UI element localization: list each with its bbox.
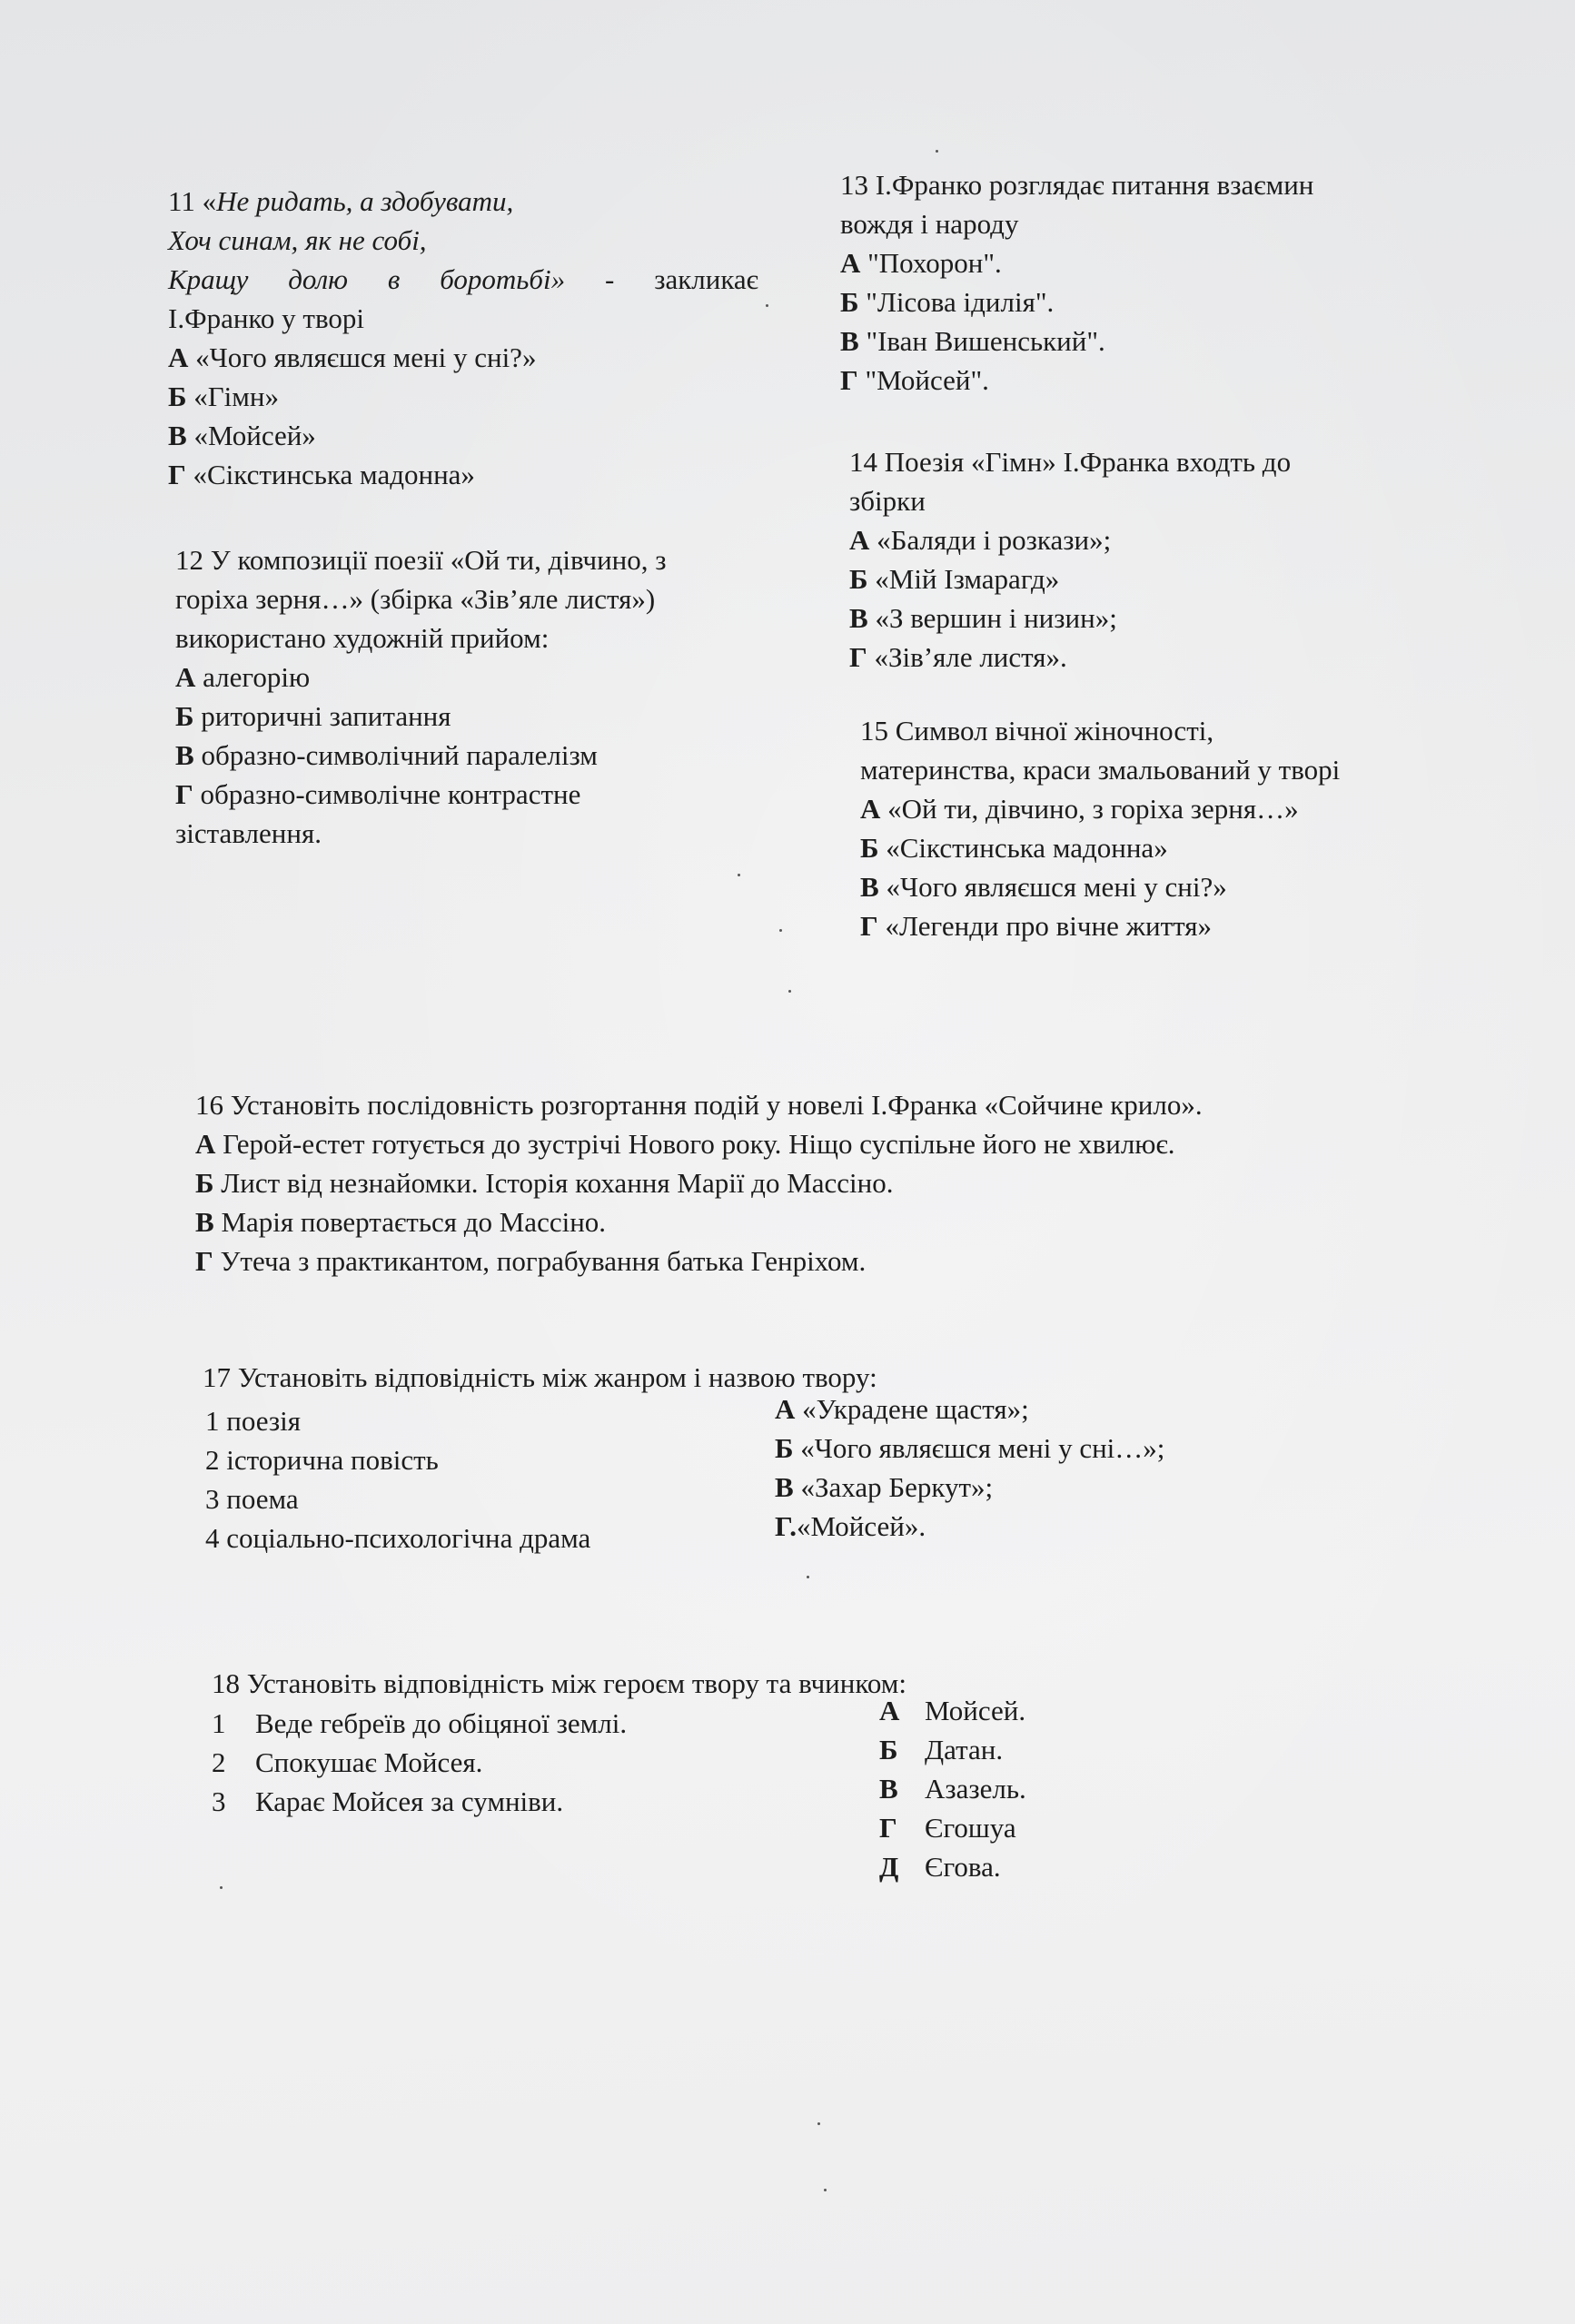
q15-option-c bbox=[860, 867, 1514, 906]
text-fragment: «Чого являєшся мені у сні?» bbox=[886, 871, 1227, 903]
text-fragment: - bbox=[605, 263, 615, 295]
scan-speck bbox=[817, 2122, 820, 2125]
q14-option-c bbox=[849, 598, 1485, 638]
scan-speck bbox=[788, 990, 791, 993]
q18-right-c bbox=[879, 1769, 1243, 1808]
q11-option-c bbox=[168, 416, 758, 455]
text-fragment: Г bbox=[195, 1245, 213, 1277]
q11-option-d bbox=[168, 455, 758, 494]
text-fragment: "Похорон". bbox=[867, 247, 1002, 279]
text-fragment: В bbox=[860, 871, 879, 903]
text-fragment: «Чого являєшся мені у сні?» bbox=[195, 341, 537, 373]
q15-option-a bbox=[860, 789, 1514, 828]
scan-speck bbox=[807, 1576, 809, 1578]
q17-right-d bbox=[775, 1507, 1365, 1546]
text-fragment: Г bbox=[879, 1812, 897, 1844]
q11-line-3 bbox=[168, 260, 758, 299]
text-fragment: Г bbox=[840, 364, 858, 396]
text-fragment: Герой-естет готується до зустрічі Нового року. Ніщо суспільне його не хвилює. bbox=[223, 1128, 1175, 1160]
text-fragment: Б bbox=[775, 1432, 794, 1464]
q14-line-2: збірки bbox=[849, 485, 926, 517]
text-fragment: "Мойсей". bbox=[865, 364, 989, 396]
text-fragment: Веде гебреїв до обіцяної землі. bbox=[255, 1707, 628, 1739]
text-fragment: «З вершин і низин»; bbox=[875, 602, 1117, 634]
text-fragment: Г. bbox=[775, 1510, 797, 1542]
text-fragment: А bbox=[175, 661, 196, 693]
text-fragment: Б bbox=[849, 563, 868, 595]
question-13 bbox=[840, 165, 1476, 400]
q14-option-a bbox=[849, 520, 1485, 559]
text-fragment: А bbox=[879, 1695, 900, 1726]
text-fragment: Г bbox=[168, 459, 186, 490]
q11-option-a bbox=[168, 338, 758, 377]
text-fragment: образно-символічне контрастне bbox=[200, 778, 581, 810]
text-fragment: Д bbox=[879, 1851, 899, 1883]
q15-option-d bbox=[860, 906, 1514, 945]
question-17-works bbox=[775, 1389, 1365, 1546]
text-fragment: «Мойсей» bbox=[193, 420, 316, 451]
q14-option-d bbox=[849, 638, 1485, 677]
q14-option-b bbox=[849, 559, 1485, 598]
q13-line-2: вождя і народу bbox=[840, 208, 1019, 240]
text-fragment: Г bbox=[860, 910, 878, 942]
q16-option-c bbox=[195, 1202, 1467, 1241]
q13-option-b bbox=[840, 282, 1476, 321]
text-fragment: Датан. bbox=[925, 1734, 1004, 1765]
q18-right-b bbox=[879, 1730, 1243, 1769]
q17-right-b bbox=[775, 1429, 1365, 1468]
text-fragment: «Захар Беркут»; bbox=[800, 1471, 994, 1503]
text-fragment: 1 bbox=[212, 1707, 226, 1739]
text-fragment: В bbox=[168, 420, 187, 451]
text-fragment: Б bbox=[175, 700, 194, 732]
text-fragment: А bbox=[849, 524, 870, 556]
q17-right-a bbox=[775, 1389, 1365, 1429]
q17-left-1: 1 поезія bbox=[205, 1405, 301, 1437]
text-fragment: риторичні запитання bbox=[201, 700, 451, 732]
q17-right-c bbox=[775, 1468, 1365, 1507]
q15-option-b bbox=[860, 828, 1514, 867]
text-fragment: «Гімн» bbox=[193, 381, 279, 412]
scan-speck bbox=[779, 929, 782, 932]
q18-right-d bbox=[879, 1808, 1243, 1847]
text-fragment: Карає Мойсея за сумніви. bbox=[255, 1785, 564, 1817]
q12-option-a bbox=[175, 658, 775, 697]
text-fragment: 2 bbox=[212, 1746, 226, 1778]
q13-line-1: 13 І.Франко розглядає питання взаємин bbox=[840, 169, 1314, 201]
q15-line-1: 15 Символ вічної жіночності, bbox=[860, 715, 1214, 747]
text-fragment: А bbox=[860, 793, 881, 825]
q17-title: 17 Установіть відповідність між жанром і назвою твору: bbox=[203, 1361, 877, 1393]
q12-line-1: 12 У композиції поезії «Ой ти, дівчино, з bbox=[175, 544, 667, 576]
text-fragment: Б bbox=[860, 832, 879, 864]
q12-option-b bbox=[175, 697, 775, 736]
text-fragment: «Сікстинська мадонна» bbox=[193, 459, 475, 490]
text-fragment: В bbox=[175, 739, 194, 771]
text-fragment: Спокушає Мойсея. bbox=[255, 1746, 483, 1778]
text-fragment: «Легенди про вічне життя» bbox=[885, 910, 1213, 942]
text-fragment: Мойсей. bbox=[925, 1695, 1026, 1726]
text-fragment: Б bbox=[195, 1167, 214, 1199]
text-fragment: образно-символічний паралелізм bbox=[201, 739, 598, 771]
text-fragment: «Сікстинська мадонна» bbox=[886, 832, 1168, 864]
q12-line-3: використано художній прийом: bbox=[175, 622, 550, 654]
scan-speck bbox=[766, 304, 768, 307]
q18-left-1 bbox=[212, 1704, 793, 1743]
q18-right-a bbox=[879, 1691, 1243, 1730]
text-fragment: Кращу bbox=[168, 263, 249, 295]
q17-left-4: 4 соціально-психологічна драма bbox=[205, 1522, 591, 1554]
text-fragment: «Баляди і розкази»; bbox=[877, 524, 1112, 556]
text-fragment: Г bbox=[849, 641, 867, 673]
text-fragment: Єгошуа bbox=[925, 1812, 1016, 1844]
text-fragment: В bbox=[849, 602, 868, 634]
scan-speck bbox=[738, 874, 740, 876]
q12-option-c bbox=[175, 736, 775, 775]
q16-option-a bbox=[195, 1124, 1467, 1163]
text-fragment: Азазель. bbox=[925, 1773, 1026, 1805]
text-fragment: «Ой ти, дівчино, з горіха зерня…» bbox=[887, 793, 1299, 825]
scan-speck bbox=[936, 150, 938, 153]
text-fragment: А bbox=[840, 247, 861, 279]
text-fragment: «Чого являєшся мені у сні…»; bbox=[800, 1432, 1165, 1464]
text-fragment: боротьбі» bbox=[440, 263, 566, 295]
q18-right-e bbox=[879, 1847, 1243, 1886]
question-14 bbox=[849, 442, 1485, 677]
text-fragment: В bbox=[879, 1773, 898, 1805]
q18-left-2 bbox=[212, 1743, 793, 1782]
q16-option-b bbox=[195, 1163, 1467, 1202]
text-fragment: Марія повертається до Массіно. bbox=[221, 1206, 607, 1238]
text-fragment: «Зів’яле листя». bbox=[874, 641, 1067, 673]
text-fragment: А bbox=[195, 1128, 216, 1160]
q13-option-c bbox=[840, 321, 1476, 361]
question-15 bbox=[860, 711, 1514, 945]
text-fragment: закликає bbox=[654, 263, 758, 295]
text-fragment: Б bbox=[879, 1734, 898, 1765]
q18-title: 18 Установіть відповідність між героєм твору та вчинком: bbox=[212, 1667, 906, 1699]
q12-option-d bbox=[175, 775, 775, 814]
text-fragment: «Украдене щастя»; bbox=[802, 1393, 1029, 1425]
text-fragment: Б bbox=[840, 286, 859, 318]
q12-line-2: горіха зерня…» (збірка «Зів’яле листя») bbox=[175, 583, 656, 615]
q13-option-a bbox=[840, 243, 1476, 282]
text-fragment: В bbox=[840, 325, 859, 357]
scan-speck bbox=[824, 2189, 827, 2191]
question-11 bbox=[168, 182, 758, 494]
q13-option-d bbox=[840, 361, 1476, 400]
text-fragment: А bbox=[168, 341, 189, 373]
scan-speck bbox=[220, 1886, 223, 1889]
text-fragment: «Мойсей». bbox=[796, 1510, 926, 1542]
q11-line-1 bbox=[168, 182, 758, 221]
text-fragment: "Іван Вишенський". bbox=[866, 325, 1105, 357]
question-18-heroes bbox=[879, 1691, 1243, 1886]
text-fragment: В bbox=[195, 1206, 214, 1238]
q11-option-b bbox=[168, 377, 758, 416]
q17-left-2: 2 історична повість bbox=[205, 1444, 439, 1476]
q11-line-2: Хоч синам, як не собі, bbox=[168, 224, 427, 256]
text-fragment: Єгова. bbox=[925, 1851, 1001, 1883]
text-fragment: «Мій Ізмарагд» bbox=[875, 563, 1060, 595]
text-fragment: А bbox=[775, 1393, 796, 1425]
text-fragment: долю bbox=[288, 263, 349, 295]
text-fragment: алегорію bbox=[203, 661, 311, 693]
q14-line-1: 14 Поезія «Гімн» І.Франка входть до bbox=[849, 446, 1292, 478]
text-fragment: "Лісова ідилія". bbox=[866, 286, 1055, 318]
text-fragment: 3 bbox=[212, 1785, 226, 1817]
question-17-genres bbox=[205, 1401, 750, 1558]
q11-line-4: І.Франко у творі bbox=[168, 302, 364, 334]
question-18-actions bbox=[212, 1704, 793, 1821]
q12-tail: зіставлення. bbox=[175, 817, 322, 849]
q18-left-3 bbox=[212, 1782, 793, 1821]
text-fragment: Утеча з практикантом, пограбування батька Генріхом. bbox=[220, 1245, 867, 1277]
q15-line-2: материнства, краси змальований у творі bbox=[860, 754, 1341, 786]
text-fragment: в bbox=[387, 263, 401, 295]
text-fragment: В bbox=[775, 1471, 794, 1503]
text-fragment: Б bbox=[168, 381, 187, 412]
question-12 bbox=[175, 540, 775, 853]
q17-left-3: 3 поема bbox=[205, 1483, 299, 1515]
text-fragment: Лист від незнайомки. Історія кохання Марії до Массіно. bbox=[221, 1167, 894, 1199]
text-fragment: Не ридать, а здобувати, bbox=[216, 185, 514, 217]
question-16 bbox=[195, 1085, 1467, 1281]
q16-option-d bbox=[195, 1241, 1467, 1281]
text-fragment: Г bbox=[175, 778, 193, 810]
text-fragment: 11 « bbox=[168, 185, 217, 217]
q16-title: 16 Установіть послідовність розгортання подій у новелі І.Франка «Сойчине крило». bbox=[195, 1089, 1203, 1121]
